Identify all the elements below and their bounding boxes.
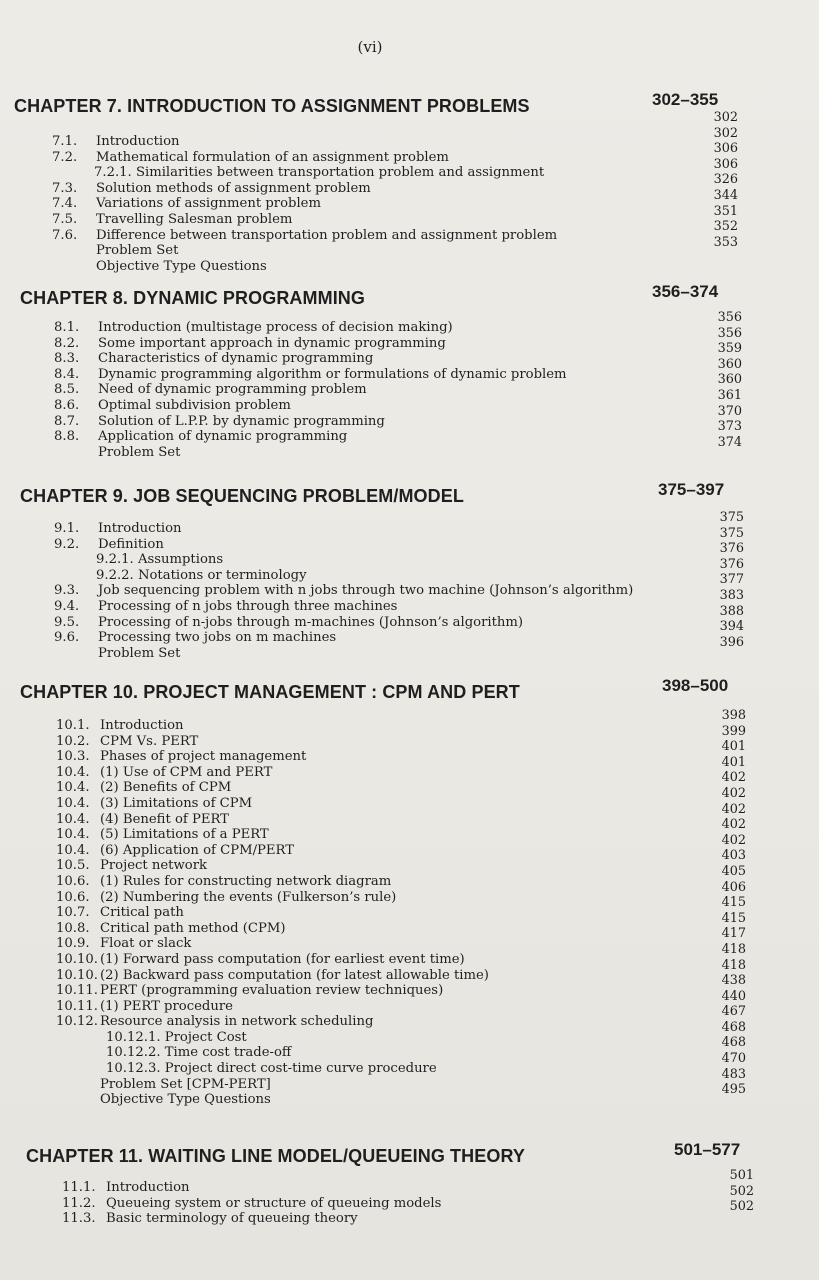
entry-number: 9.6. [54, 630, 80, 646]
entry-title: (1) PERT procedure [100, 998, 233, 1014]
entry-number: 10.5. [56, 858, 90, 874]
entry-number: 10.7. [56, 905, 90, 921]
entry-title: (5) Limitations of a PERT [100, 827, 269, 843]
page-number-column [714, 1168, 754, 1215]
entry-number: 10.4. [56, 811, 90, 827]
entry-page-number: 405 [721, 863, 746, 879]
entry-page-number: 376 [719, 556, 744, 572]
entry-page-number: 495 [721, 1082, 746, 1098]
entry-page-number: 440 [721, 988, 746, 1004]
chapter-section [0, 676, 819, 1108]
entry-title: (1) Rules for constructing network diagram [100, 873, 392, 889]
entry-title: Basic terminology of queueing theory [106, 1211, 358, 1227]
entry-page-number: 377 [719, 572, 744, 588]
chapter-section [0, 480, 819, 661]
entry-title: Need of dynamic programming problem [98, 382, 367, 398]
entry-number: 8.1. [54, 320, 80, 335]
entry-number: 10.4. [56, 780, 90, 796]
entry-page-number: 356 [717, 325, 742, 341]
entry-title: Difference between transportation problem and assignment problem [96, 227, 558, 243]
entry-page-number: 361 [717, 387, 742, 403]
chapter-page-range: 356–374 [652, 282, 719, 301]
entry-page-number: 359 [717, 341, 742, 357]
entry-page-number: 351 [713, 203, 738, 219]
entry-title: Problem Set [98, 645, 181, 661]
entry-page-number: 401 [721, 739, 746, 755]
entry-number: 8.8. [54, 429, 80, 445]
page-number: (vi) [357, 38, 383, 56]
entry-number: 7.5. [52, 211, 78, 227]
entry-page-number: 302 [713, 125, 738, 141]
entry-page-number: 417 [721, 926, 746, 942]
entry-page-number: 501 [729, 1168, 754, 1183]
entry-page-number: 376 [719, 541, 744, 557]
entry-title: 7.2.1. Similarities between transportation problem and assignment [94, 165, 545, 181]
entry-title: Job sequencing problem with n jobs through two machine (Johnson’s algorithm) [98, 583, 634, 599]
entry-number: 9.4. [54, 598, 80, 614]
entry-page-number: 306 [713, 141, 738, 157]
entry-title: (1) Forward pass computation (for earliest event time) [100, 951, 465, 967]
entry-title: Critical path method (CPM) [100, 920, 286, 936]
entry-title: Introduction [96, 134, 180, 149]
entry-number: 10.11. [56, 983, 98, 999]
chapter-title: CHAPTER 7. INTRODUCTION TO ASSIGNMENT PROBLEMS [14, 96, 530, 116]
entry-page-number: 353 [713, 234, 738, 250]
entry-page-number: 326 [713, 172, 738, 188]
chapter-page-range: 501–577 [674, 1140, 741, 1159]
entry-number: 8.2. [54, 335, 80, 351]
entry-page-number: 360 [717, 372, 742, 388]
entry-title: Travelling Salesman problem [96, 211, 293, 227]
entry-page-number: 468 [721, 1035, 746, 1051]
chapter-title: CHAPTER 8. DYNAMIC PROGRAMMING [20, 288, 366, 308]
entry-page-number: 406 [721, 879, 746, 895]
page-number-column [704, 510, 744, 650]
entry-title: Phases of project management [100, 749, 307, 765]
chapter-heading [0, 282, 819, 314]
entry-title: Application of dynamic programming [98, 429, 348, 445]
entry-page-number: 415 [721, 895, 746, 911]
entry-page-number: 415 [721, 910, 746, 926]
chapter-heading [0, 480, 819, 512]
entry-page-number: 402 [721, 770, 746, 786]
entry-title: Queueing system or structure of queueing models [106, 1195, 442, 1211]
entry-page-number: 302 [713, 110, 738, 125]
entry-title: CPM Vs. PERT [100, 733, 199, 749]
chapter-heading [0, 1140, 819, 1172]
entry-number: 7.6. [52, 227, 78, 243]
entry-title: (1) Use of CPM and PERT [100, 764, 273, 780]
chapter-section [0, 1140, 819, 1227]
entry-page-number: 383 [719, 587, 744, 603]
chapter-title: CHAPTER 11. WAITING LINE MODEL/QUEUEING THEORY [26, 1146, 525, 1166]
entry-title: PERT (programming evaluation review techniques) [100, 983, 444, 999]
entry-title: Problem Set [96, 243, 179, 259]
entry-title: Introduction [98, 521, 182, 536]
chapter-page-range: 302–355 [652, 90, 719, 109]
entry-title: Processing of n-jobs through m-machines (Johnson’s algorithm) [98, 614, 524, 630]
entry-number: 10.12. [56, 1014, 98, 1030]
entry-number: 10.10. [56, 951, 98, 967]
entry-page-number: 374 [717, 434, 742, 450]
entry-title: Critical path [100, 905, 184, 921]
entry-number: 10.10. [56, 967, 98, 983]
entry-page-number: 502 [729, 1183, 754, 1199]
chapter-page-range: 375–397 [658, 480, 725, 499]
entry-number: 10.6. [56, 873, 90, 889]
entry-title: Optimal subdivision problem [98, 397, 291, 413]
entry-page-number: 402 [721, 785, 746, 801]
entry-number: 10.1. [56, 718, 90, 733]
entry-title: Objective Type Questions [96, 258, 267, 274]
page-number-column [702, 310, 742, 450]
entry-page-number: 468 [721, 1019, 746, 1035]
entry-title: Processing of n jobs through three machines [98, 598, 398, 614]
entry-title: Problem Set [CPM-PERT] [100, 1076, 271, 1092]
page-number-column [706, 708, 746, 1098]
entry-page-number: 418 [721, 941, 746, 957]
entry-title: Project network [100, 858, 208, 874]
entry-number: 9.1. [54, 521, 80, 536]
entry-title: (4) Benefit of PERT [100, 811, 229, 827]
chapter-heading [0, 676, 819, 708]
entry-number: 10.4. [56, 795, 90, 811]
entry-title: 10.12.2. Time cost trade-off [106, 1045, 292, 1061]
entry-number: 8.4. [54, 366, 80, 382]
entry-number: 8.7. [54, 413, 80, 429]
entry-page-number: 370 [717, 403, 742, 419]
entry-title: Resource analysis in network scheduling [100, 1014, 374, 1030]
entry-title: (2) Numbering the events (Fulkerson’s rule) [100, 889, 397, 905]
entry-title: 10.12.1. Project Cost [106, 1029, 247, 1045]
chapter-title: CHAPTER 9. JOB SEQUENCING PROBLEM/MODEL [20, 486, 464, 506]
entry-page-number: 418 [721, 957, 746, 973]
entry-number: 9.3. [54, 583, 80, 599]
entry-number: 8.6. [54, 397, 80, 413]
entry-title: Solution methods of assignment problem [96, 180, 371, 196]
entry-title: Solution of L.P.P. by dynamic programming [98, 413, 385, 429]
chapter-section [0, 282, 819, 460]
entry-title: Dynamic programming algorithm or formulations of dynamic problem [98, 366, 567, 382]
entry-number: 7.3. [52, 180, 78, 196]
chapter-page-range: 398–500 [662, 676, 729, 695]
entry-number: 9.2. [54, 536, 80, 552]
entry-page-number: 402 [721, 832, 746, 848]
chapter-title: CHAPTER 10. PROJECT MANAGEMENT : CPM AND PERT [20, 682, 520, 702]
entry-number: 10.2. [56, 733, 90, 749]
entry-page-number: 467 [721, 1004, 746, 1020]
entry-number: 10.4. [56, 827, 90, 843]
page-number-column [698, 110, 738, 250]
entry-page-number: 438 [721, 973, 746, 989]
entry-number: 10.8. [56, 920, 90, 936]
entry-number: 9.5. [54, 614, 80, 630]
entry-page-number: 373 [717, 419, 742, 435]
entry-number: 10.4. [56, 764, 90, 780]
entry-page-number: 356 [717, 310, 742, 325]
entry-number: 8.3. [54, 351, 80, 367]
entry-number: 7.2. [52, 149, 78, 165]
entry-page-number: 401 [721, 754, 746, 770]
entry-page-number: 375 [719, 510, 744, 525]
entry-title: Introduction (multistage process of decision making) [98, 320, 453, 335]
entry-title: 9.2.1. Assumptions [96, 552, 224, 568]
entry-title: (2) Benefits of CPM [100, 780, 232, 796]
entry-title: Objective Type Questions [100, 1092, 271, 1108]
entry-page-number: 399 [721, 723, 746, 739]
entry-title: Processing two jobs on m machines [98, 630, 337, 646]
entry-page-number: 394 [719, 619, 744, 635]
entry-title: Introduction [100, 718, 184, 733]
entry-number: 10.4. [56, 842, 90, 858]
entry-page-number: 470 [721, 1051, 746, 1067]
entry-title: Problem Set [98, 444, 181, 460]
entry-number: 11.1. [62, 1180, 96, 1195]
entry-title: (3) Limitations of CPM [100, 795, 253, 811]
entry-page-number: 360 [717, 356, 742, 372]
entry-page-number: 388 [719, 603, 744, 619]
entry-page-number: 403 [721, 848, 746, 864]
entry-number: 8.5. [54, 382, 80, 398]
entry-number: 10.6. [56, 889, 90, 905]
entry-number: 7.1. [52, 134, 78, 149]
entry-number: 10.11. [56, 998, 98, 1014]
entry-page-number: 306 [713, 156, 738, 172]
entry-page-number: 502 [729, 1199, 754, 1215]
entry-title: 10.12.3. Project direct cost-time curve procedure [106, 1061, 437, 1077]
entry-number: 7.4. [52, 196, 78, 212]
chapter-heading [0, 90, 819, 122]
entry-number: 10.3. [56, 749, 90, 765]
entry-page-number: 344 [713, 187, 738, 203]
entry-title: Characteristics of dynamic programming [98, 351, 374, 367]
entry-title: Float or slack [100, 936, 192, 952]
entry-page-number: 398 [721, 708, 746, 723]
entry-page-number: 483 [721, 1066, 746, 1082]
entry-number: 11.3. [62, 1211, 96, 1227]
entry-title: Some important approach in dynamic programming [98, 335, 446, 351]
entry-page-number: 396 [719, 634, 744, 650]
entry-page-number: 402 [721, 817, 746, 833]
entry-title: (2) Backward pass computation (for latest allowable time) [100, 967, 489, 983]
entry-title: (6) Application of CPM/PERT [100, 842, 295, 858]
chapter-section [0, 90, 819, 274]
entry-title: Definition [98, 536, 164, 552]
entry-title: Introduction [106, 1180, 190, 1195]
entry-page-number: 375 [719, 525, 744, 541]
entry-title: 9.2.2. Notations or terminology [96, 567, 307, 583]
entry-page-number: 352 [713, 219, 738, 235]
entry-page-number: 402 [721, 801, 746, 817]
entry-number: 11.2. [62, 1195, 96, 1211]
entry-number: 10.9. [56, 936, 90, 952]
entry-title: Mathematical formulation of an assignment problem [96, 149, 449, 165]
entry-title: Variations of assignment problem [96, 196, 321, 212]
